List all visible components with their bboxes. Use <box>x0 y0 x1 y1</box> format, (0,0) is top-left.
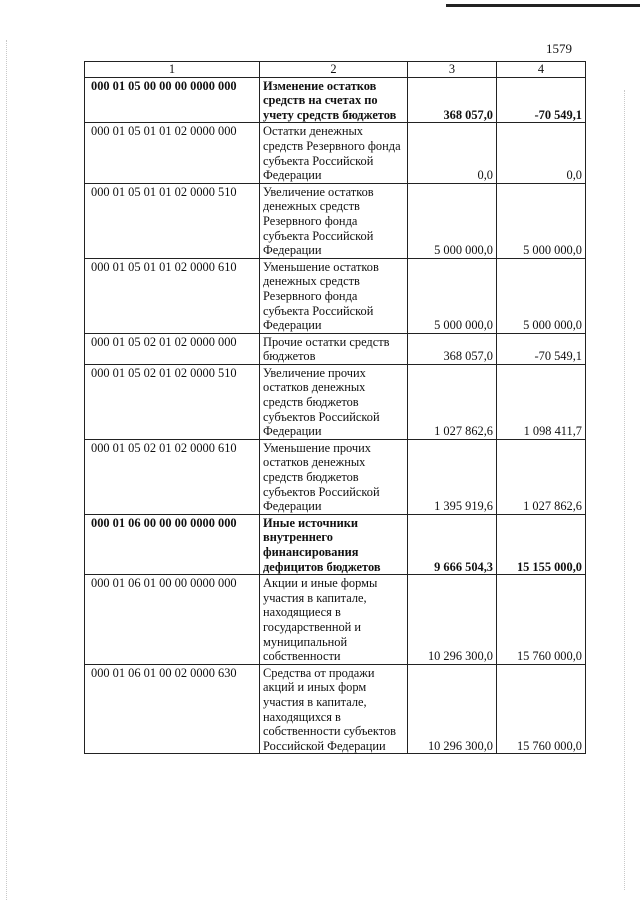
table-row <box>85 364 586 439</box>
row-value-3-cell: 5 000 000,0 <box>408 183 497 258</box>
row-value-4-cell: 15 155 000,0 <box>497 514 586 574</box>
scan-mark-right <box>624 90 626 890</box>
row-value-4-cell: 1 098 411,7 <box>497 364 586 439</box>
row-name-cell: Иные источники внутреннего финансирования дефицитов бюджетов <box>260 514 408 574</box>
row-code-cell: 000 01 05 02 01 02 0000 610 <box>85 439 260 514</box>
table-row <box>85 514 586 574</box>
top-rule <box>446 4 640 7</box>
row-code-cell: 000 01 06 01 00 00 0000 000 <box>85 575 260 665</box>
row-value-4-cell: 15 760 000,0 <box>497 575 586 665</box>
row-value-3-cell: 1 395 919,6 <box>408 439 497 514</box>
row-name-cell: Прочие остатки средств бюджетов <box>260 333 408 364</box>
row-value-4-cell: -70 549,1 <box>497 77 586 123</box>
column-header: 4 <box>497 62 586 78</box>
table-row <box>85 575 586 665</box>
row-code-cell: 000 01 05 01 01 02 0000 000 <box>85 123 260 183</box>
table-row <box>85 439 586 514</box>
row-value-3-cell: 5 000 000,0 <box>408 258 497 333</box>
row-value-3-cell: 10 296 300,0 <box>408 575 497 665</box>
row-value-3-cell: 1 027 862,6 <box>408 364 497 439</box>
row-code-cell: 000 01 05 01 01 02 0000 610 <box>85 258 260 333</box>
row-value-4-cell: 0,0 <box>497 123 586 183</box>
table-header-row <box>85 62 586 78</box>
row-name-cell: Уменьшение остатков денежных средств Резервного фонда субъекта Российской Федерации <box>260 258 408 333</box>
row-code-cell: 000 01 05 02 01 02 0000 510 <box>85 364 260 439</box>
page-number: 1579 <box>546 41 572 56</box>
table-row <box>85 183 586 258</box>
scan-mark-left <box>6 40 8 900</box>
row-value-4-cell: 5 000 000,0 <box>497 258 586 333</box>
row-name-cell: Уменьшение прочих остатков денежных средств бюджетов субъектов Российской Федерации <box>260 439 408 514</box>
column-header: 2 <box>260 62 408 78</box>
row-value-3-cell: 368 057,0 <box>408 77 497 123</box>
row-name-cell: Остатки денежных средств Резервного фонда субъекта Российской Федерации <box>260 123 408 183</box>
row-value-3-cell: 9 666 504,3 <box>408 514 497 574</box>
row-value-3-cell: 0,0 <box>408 123 497 183</box>
row-code-cell: 000 01 06 01 00 02 0000 630 <box>85 664 260 754</box>
table-row <box>85 77 586 123</box>
table-row <box>85 258 586 333</box>
row-code-cell: 000 01 05 02 01 02 0000 000 <box>85 333 260 364</box>
table-row <box>85 333 586 364</box>
row-value-3-cell: 368 057,0 <box>408 333 497 364</box>
table-row <box>85 664 586 754</box>
column-header: 1 <box>85 62 260 78</box>
row-name-cell: Акции и иные формы участия в капитале, находящиеся в государственной и муниципальной собственности <box>260 575 408 665</box>
column-header: 3 <box>408 62 497 78</box>
row-code-cell: 000 01 06 00 00 00 0000 000 <box>85 514 260 574</box>
row-name-cell: Средства от продажи акций и иных форм участия в капитале, находящихся в собственности субъектов Российской Федерации <box>260 664 408 754</box>
row-value-4-cell: 15 760 000,0 <box>497 664 586 754</box>
row-value-4-cell: 1 027 862,6 <box>497 439 586 514</box>
table-row <box>85 123 586 183</box>
row-name-cell: Увеличение прочих остатков денежных средств бюджетов субъектов Российской Федерации <box>260 364 408 439</box>
budget-sources-table <box>84 61 586 754</box>
row-code-cell: 000 01 05 00 00 00 0000 000 <box>85 77 260 123</box>
row-value-3-cell: 10 296 300,0 <box>408 664 497 754</box>
row-value-4-cell: 5 000 000,0 <box>497 183 586 258</box>
row-value-4-cell: -70 549,1 <box>497 333 586 364</box>
row-name-cell: Изменение остатков средств на счетах по учету средств бюджетов <box>260 77 408 123</box>
row-name-cell: Увеличение остатков денежных средств Резервного фонда субъекта Российской Федерации <box>260 183 408 258</box>
row-code-cell: 000 01 05 01 01 02 0000 510 <box>85 183 260 258</box>
